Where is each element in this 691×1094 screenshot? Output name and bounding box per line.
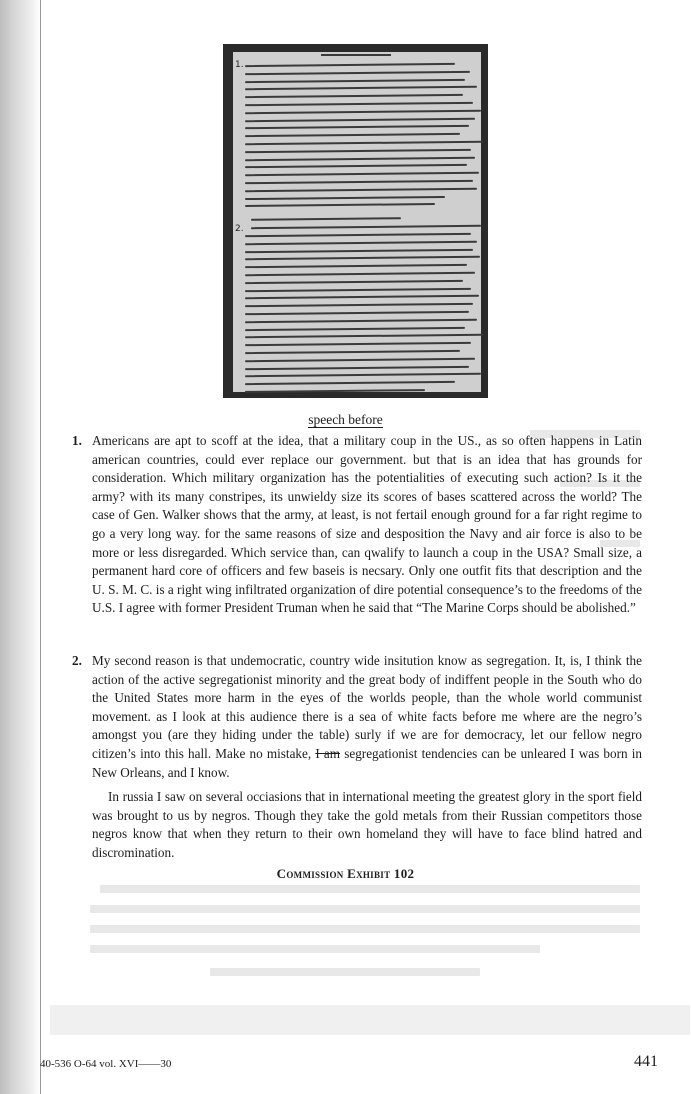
paragraph-3-text: In russia I saw on several occiasions that in international meeting the greatest glory in the sport field was brought to us by negros. Though they take the gold metals from their Russian competitors those negros know that when they return to their own homeland they will have to face blind hatred and discromination. — [92, 789, 642, 860]
handwriting-line — [245, 188, 477, 192]
paragraph-2 — [72, 652, 642, 782]
handwriting-line — [245, 295, 479, 299]
handwriting-line — [245, 149, 471, 153]
handwriting-line — [245, 196, 445, 200]
paragraph-3 — [72, 788, 642, 862]
handwriting-line — [245, 365, 469, 369]
handwriting-line — [245, 326, 465, 330]
handwriting-line — [245, 71, 470, 75]
paragraph-1 — [72, 432, 642, 618]
handwriting-line — [245, 373, 481, 377]
handwriting-line — [245, 94, 463, 98]
manuscript-heading-scribble — [321, 54, 391, 56]
handwriting-line — [245, 102, 473, 106]
page-number: 441 — [634, 1053, 658, 1070]
handwriting-line — [245, 164, 467, 168]
handwriting-line — [245, 342, 471, 346]
struck-out-text: I am — [315, 745, 341, 761]
paragraph-2-text-end: segregationist tendencies can be unleared I was born in New Orleans, and I know. — [92, 745, 643, 780]
handwriting-line — [245, 311, 469, 315]
manuscript-number-2: 2. — [235, 224, 244, 234]
exhibit-label: Commission Exhibit 102 — [276, 866, 415, 881]
handwriting-line — [245, 86, 477, 90]
handwriting-line — [245, 241, 477, 245]
paragraph-2-number: 2. — [72, 653, 82, 668]
paragraph-2-text-start: My second reason is that undemocratic, country wide insitution know as segregation. It, is, I think the action of the active segregationist minority and the great body of indiffent people in the South who do the United States more harm in the eyes of the worlds people, than the whole world communist movement. as I look at this audience there is a sea of white facts before me where are the negro’s amongst you (are they hiding under the table) surly if we are for democracy, let our fellow negro citizen’s into this hall. Make no mistake, — [92, 653, 642, 761]
handwriting-line — [251, 218, 401, 222]
scan-shadow — [0, 0, 40, 1094]
handwriting-line — [245, 203, 435, 207]
handwriting-line — [245, 248, 473, 252]
handwriting-line — [245, 125, 469, 129]
handwriting-line — [245, 319, 477, 323]
handwriting-line — [245, 172, 479, 176]
handwriting-line — [245, 381, 455, 385]
manuscript-number-1: 1. — [235, 60, 244, 70]
paragraph-2-text — [92, 652, 642, 782]
handwriting-line — [245, 350, 460, 354]
handwriting-line — [245, 280, 463, 284]
handwriting-line — [245, 256, 480, 260]
page-edge-rule — [40, 0, 41, 1094]
caption — [0, 412, 691, 428]
handwriting-line — [245, 287, 471, 291]
handwriting-line — [245, 272, 475, 276]
handwriting-line — [245, 117, 475, 121]
handwriting-line — [245, 133, 460, 137]
handwriting-line — [245, 180, 473, 184]
paragraph-1-number: 1. — [72, 433, 82, 448]
handwriting-line — [245, 358, 475, 362]
handwriting-line — [245, 110, 481, 114]
handwriting-line — [245, 303, 473, 307]
handwriting-line — [245, 389, 425, 393]
handwriting-line — [245, 334, 483, 338]
handwriting-line — [245, 78, 465, 82]
handwritten-manuscript-image — [223, 44, 488, 398]
handwriting-line — [245, 156, 475, 160]
handwriting-line — [245, 141, 483, 145]
caption-text: speech before — [308, 412, 383, 427]
handwriting-line — [245, 63, 455, 67]
paragraph-1-text: Americans are apt to scoff at the idea, that a military coup in the US., as so often happens in Latin american countries, could ever replace our government. but that is an idea that has grounds for consideration. Which military organization has the potentialities of executing such action? Is it the army? with its many constripes, its unwieldy size its scores of bases scattered across the world? The case of Gen. Walker shows that the army, at least, is not fertail enough ground for a far right regime to go a very long way. for the same reasons of size and desposition the Navy and air force is also to be more or less disregarded. Which service than, can qwalify to launch a coup in the USA? Small size, a permanent hard core of officers and few baseis is necsary. Only one outfit fits that description and the U. S. M. C. is a right wing infiltrated organization of dire potential consequence’s to the freedoms of the U.S. I agree with former President Truman when he said that “The Marine Corps should be abolished.” — [92, 433, 642, 616]
print-code: 40-536 O-64 vol. XVI——30 — [40, 1058, 172, 1070]
handwriting-line — [251, 225, 481, 229]
handwriting-line — [245, 233, 471, 237]
manuscript-paper — [233, 52, 481, 392]
handwriting-line — [245, 264, 467, 268]
